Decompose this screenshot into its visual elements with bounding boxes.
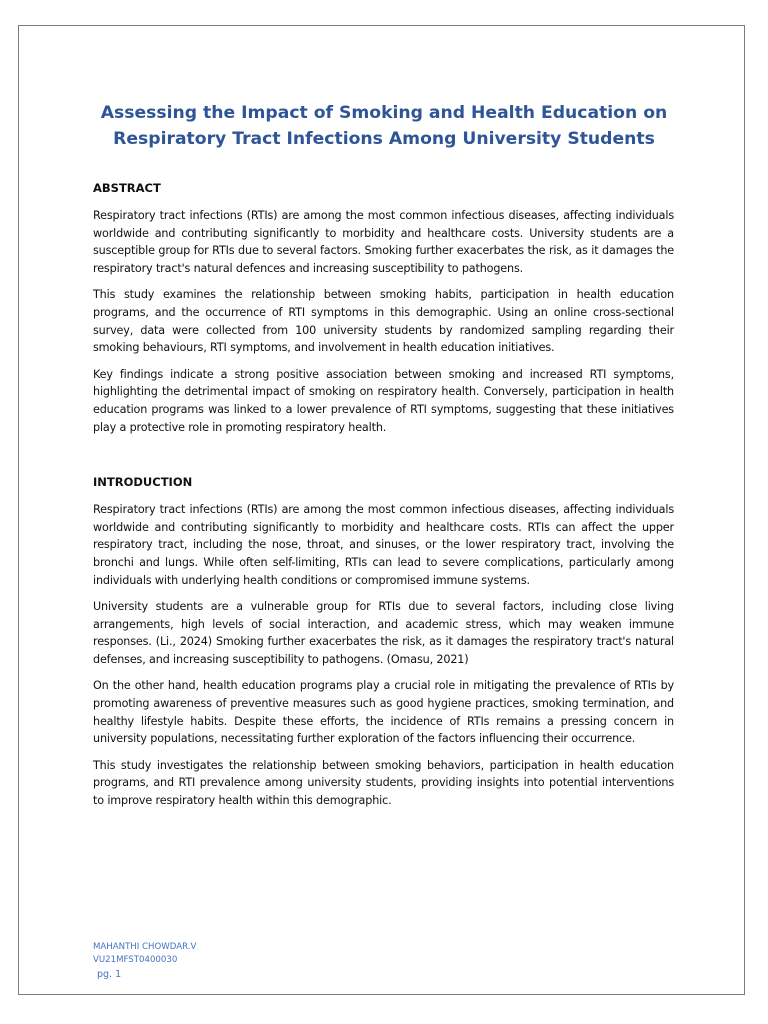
- introduction-heading: INTRODUCTION: [93, 475, 193, 490]
- introduction-paragraph-3: On the other hand, health education programs play a crucial role in mitigating the prevalence of RTIs by promoting awareness of preventive measures such as good hygiene practices, smoking termination, and healthy lifestyle habits. Despite these efforts, the incidence of RTIs remains a pressing concern in university populations, necessitating further exploration of the factors influencing their occurrence.: [93, 679, 674, 746]
- abstract-paragraph-2: This study examines the relationship between smoking habits, participation in health education programs, and the occurrence of RTI symptoms in this demographic. Using an online cross-sectional survey, data were collected from 100 university students by randomized sampling regarding their smoking behaviours, RTI symptoms, and involvement in health education initiatives.: [93, 288, 674, 355]
- footer-student-id: VU21MFST0400030: [93, 955, 178, 965]
- abstract-paragraph-3: Key findings indicate a strong positive association between smoking and increased RTI symptoms, highlighting the detrimental impact of smoking on respiratory health. Conversely, participation in health education programs was linked to a lower prevalence of RTI symptoms, suggesting that these initiatives play a protective role in promoting respiratory health.: [93, 367, 674, 434]
- abstract-heading: ABSTRACT: [93, 181, 161, 195]
- section-spacer: [93, 445, 674, 473]
- abstract-paragraph-1: Respiratory tract infections (RTIs) are among the most common infectious diseases, affecting individuals worldwide and contributing significantly to morbidity and healthcare costs. University students are a susceptible group for RTIs due to several factors. Smoking further exacerbates the risk, as it damages the respiratory tract's natural defences and increasing susceptibility to pathogens.: [93, 209, 674, 275]
- introduction-paragraph-4: This study investigates the relationship between smoking behaviors, participation in health education programs, and RTI prevalence among university students, providing insights into potential interventions to improve respiratory health within this demographic.: [93, 758, 674, 808]
- title-line-2: Respiratory Tract Infections Among University Students: [113, 129, 655, 149]
- footer-author: MAHANTHI CHOWDAR.V: [93, 942, 197, 952]
- paper-title: [60, 100, 708, 152]
- introduction-paragraph-2: University students are a vulnerable group for RTIs due to several factors, including close living arrangements, high levels of social interaction, and academic stress, which may weaken immune responses. (Li., 2024) Smoking further exacerbates the risk, as it damages the respiratory tract's natural defenses, and increasing susceptibility to pathogens. (Omasu, 2021): [93, 600, 674, 666]
- page-number: pg. 1: [97, 969, 122, 980]
- page-footer: [93, 941, 196, 982]
- title-line-1: Assessing the Impact of Smoking and Health Education on: [100, 103, 668, 123]
- paper-body: [93, 179, 674, 819]
- introduction-paragraph-1: Respiratory tract infections (RTIs) are among the most common infectious diseases, affecting individuals worldwide and contributing significantly to morbidity and healthcare costs. RTIs can affect the upper respiratory tract, including the nose, throat, and sinuses, or the lower respiratory tract, involving the bronchi and lungs. While often self-limiting, RTIs can lead to severe complications, particularly among individuals with underlying health conditions or compromised immune systems.: [93, 503, 674, 587]
